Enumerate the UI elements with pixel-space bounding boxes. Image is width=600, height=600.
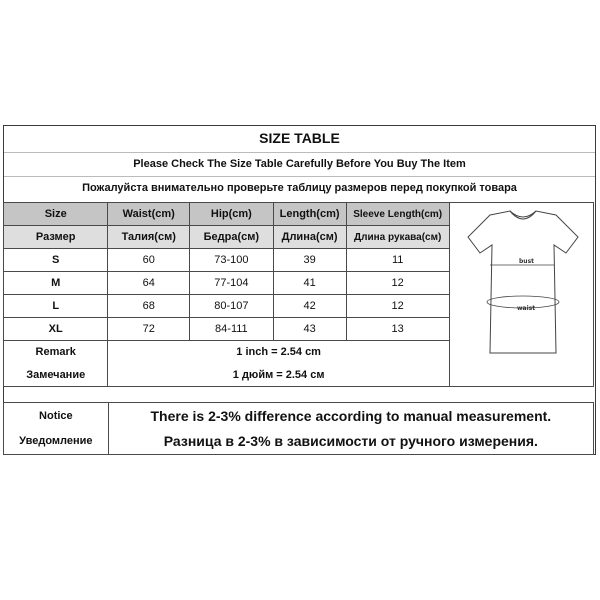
remark-value: 1 inch = 2.54 cm: [108, 341, 449, 364]
notice-table: [3, 402, 594, 455]
header-sleeve-length-ru: Длина рукава(см): [346, 226, 449, 249]
header-waist: Waist(cm): [108, 203, 190, 226]
tshirt-diagram-icon: [450, 203, 596, 401]
waist-cell: 60: [108, 249, 190, 272]
header-length-ru: Длина(см): [273, 226, 346, 249]
header-size-ru: Размер: [4, 226, 108, 249]
waist-label: waist: [516, 305, 535, 312]
header-sleeve-length: Sleeve Length(cm): [346, 203, 449, 226]
size-grid: [3, 202, 594, 387]
sleeve-cell: 12: [346, 272, 449, 295]
remark-value-ru: 1 дюйм = 2.54 см: [108, 364, 449, 387]
notice-row-russian: [4, 429, 594, 455]
waist-cell: 72: [108, 318, 190, 341]
remark-label-ru: Замечание: [4, 364, 108, 387]
notice-label-ru: Уведомление: [4, 429, 109, 455]
waist-cell: 68: [108, 295, 190, 318]
hip-cell: 77-104: [190, 272, 274, 295]
length-cell: 43: [273, 318, 346, 341]
size-table-sheet: [3, 125, 596, 455]
size-cell: L: [4, 295, 108, 318]
shirt-diagram-cell: [449, 203, 593, 387]
sleeve-cell: 12: [346, 295, 449, 318]
header-hip: Hip(cm): [190, 203, 274, 226]
header-size: Size: [4, 203, 108, 226]
header-waist-ru: Талия(см): [108, 226, 190, 249]
subtitle-english: Please Check The Size Table Carefully Before You Buy The Item: [4, 152, 595, 175]
notice-label: Notice: [4, 403, 109, 429]
notice-value-ru: Разница в 2-3% в зависимости от ручного измерения.: [108, 429, 593, 455]
hip-cell: 84-111: [190, 318, 274, 341]
length-cell: 42: [273, 295, 346, 318]
size-cell: M: [4, 272, 108, 295]
notice-row-english: [4, 403, 594, 429]
waist-cell: 64: [108, 272, 190, 295]
sleeve-cell: 11: [346, 249, 449, 272]
remark-label: Remark: [4, 341, 108, 364]
length-cell: 39: [273, 249, 346, 272]
length-cell: 41: [273, 272, 346, 295]
size-cell: XL: [4, 318, 108, 341]
size-cell: S: [4, 249, 108, 272]
subtitle-russian: Пожалуйста внимательно проверьте таблицу размеров перед покупкой товара: [4, 176, 595, 199]
hip-cell: 73-100: [190, 249, 274, 272]
header-hip-ru: Бедра(см): [190, 226, 274, 249]
table-title: SIZE TABLE: [259, 130, 340, 146]
hip-cell: 80-107: [190, 295, 274, 318]
notice-value: There is 2-3% difference according to manual measurement.: [108, 403, 593, 429]
bust-label: bust: [518, 258, 534, 265]
header-row-english: [4, 203, 594, 226]
sleeve-cell: 13: [346, 318, 449, 341]
header-length: Length(cm): [273, 203, 346, 226]
